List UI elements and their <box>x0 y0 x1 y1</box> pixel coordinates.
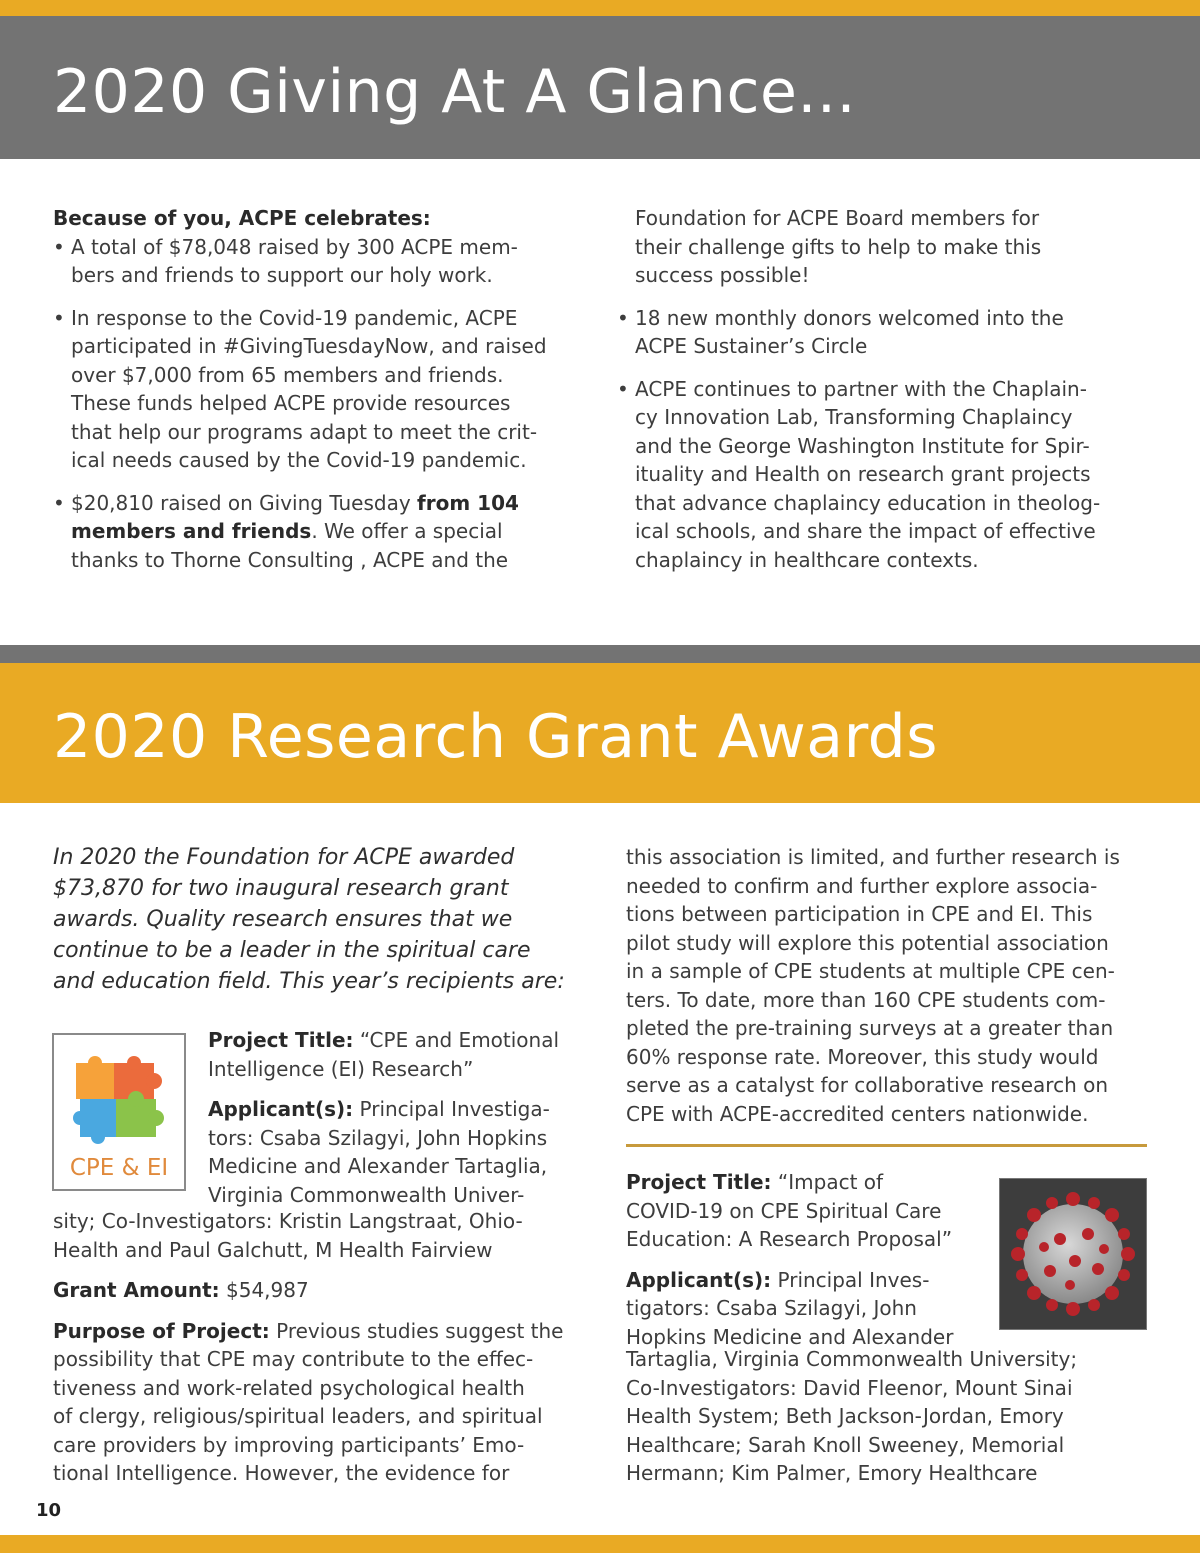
bullet-monthly-donors: • 18 new monthly donors welcomed into the ACPE Sustainer’s Circle <box>617 304 1157 361</box>
project1-purpose: Purpose of Project: Previous studies suggest the possibility that CPE may contribute to the effec- tiveness and work-related psychological health of clergy, religious/spiritual leaders, and spiritual care providers by improving participants’ Emo- tional Intelligence. However, the evidence for <box>53 1318 564 1485</box>
project1-title: Project Title: “CPE and Emotional Intelligence (EI) Research” <box>208 1028 560 1081</box>
project1-applicants-start: Applicant(s): Principal Investiga- tors: Csaba Szilagyi, John Hopkins Medicine and Alexander Tartaglia, Virginia Commonwealth Univer- <box>208 1097 550 1207</box>
giving-intro: Because of you, ACPE celebrates: <box>53 206 431 230</box>
bullet-giving-tuesday-continued: Foundation for ACPE Board members for their challenge gifts to help to make this success possible! <box>635 206 1042 287</box>
project2-applicants-end: Tartaglia, Virginia Commonwealth University; Co-Investigators: David Fleenor, Mount Sinai Health System; Beth Jackson-Jordan, Emory Healthcare; Sarah Knoll Sweeney, Memorial Hermann; Kim Palmer, Emory Healthcare <box>626 1347 1078 1485</box>
coronavirus-image <box>999 1178 1147 1330</box>
research-section-title: 2020 Research Grant Awards <box>53 702 939 772</box>
project1-purpose-continued: this association is limited, and further research is needed to confirm and further explore associa- tions between participation in CPE and EI. This pilot study will explore this potential association in a sample of CPE students at multiple CPE cen- ters. To date, more than 160 CPE students com- pleted the pre-training surveys at a greater than 60% response rate. Moreover, this study would serve as a catalyst for collaborative research on CPE with ACPE-accredited centers nationwide. <box>626 845 1120 1126</box>
top-accent-bar <box>0 0 1200 16</box>
giving-right-column <box>617 204 1157 588</box>
cpe-ei-puzzle-image <box>52 1033 186 1191</box>
project2-header-text <box>626 1168 991 1351</box>
project1-body-text <box>53 1207 583 1500</box>
project1-amount: Grant Amount: $54,987 <box>53 1278 309 1302</box>
giving-bullets-left <box>53 233 573 575</box>
project-divider-line <box>626 1144 1147 1147</box>
project1-header-text <box>208 1026 578 1209</box>
page-number: 10 <box>36 1500 62 1521</box>
project2-title: Project Title: “Impact of COVID-19 on CPE Spiritual Care Education: A Research Proposal” <box>626 1170 953 1251</box>
research-lead: In 2020 the Foundation for ACPE awarded $73,870 for two inaugural research grant awards. Quality research ensures that we continue to be a leader in the spiritual care and education field. This year’s recipients are: <box>53 845 565 994</box>
bottom-accent-bar <box>0 1535 1200 1553</box>
giving-left-column <box>53 204 573 588</box>
giving-section-title: 2020 Giving At A Glance... <box>53 57 857 127</box>
section-divider-bar <box>0 645 1200 663</box>
coronavirus-icon <box>1000 1179 1146 1329</box>
cpe-ei-image-label: CPE & EI <box>69 1155 169 1181</box>
giving-bullets-right <box>617 304 1157 575</box>
project1-applicants-end: sity; Co-Investigators: Kristin Langstraat, Ohio- Health and Paul Galchutt, M Health Fairview <box>53 1209 523 1262</box>
puzzle-pieces-icon <box>54 1041 184 1161</box>
bullet-total-raised: • A total of $78,048 raised by 300 ACPE mem- bers and friends to support our holy work. <box>53 233 573 290</box>
bullet-giving-tuesday: • $20,810 raised on Giving Tuesday from 104 members and friends. We offer a special thanks to Thorne Consulting , ACPE and the <box>53 489 573 575</box>
project2-applicants-start: Applicant(s): Principal Inves- tigators: Csaba Szilagyi, John Hopkins Medicine and Alexander <box>626 1267 954 1349</box>
bullet-partnerships: • ACPE continues to partner with the Chaplain- cy Innovation Lab, Transforming Chaplaincy and the George Washington Institute for Spir- ituality and Health on research grant projects that advance chaplaincy education in theolog- ical schools, and share the impact of effective chaplaincy in healthcare contexts. <box>617 375 1157 575</box>
bullet-giving-tuesday-now: • In response to the Covid-19 pandemic, ACPE participated in #GivingTuesdayNow, and raised over $7,000 from 65 members and friends. These funds helped ACPE provide resources that help our programs adapt to meet the crit- ical needs caused by the Covid-19 pandemic. <box>53 304 573 475</box>
